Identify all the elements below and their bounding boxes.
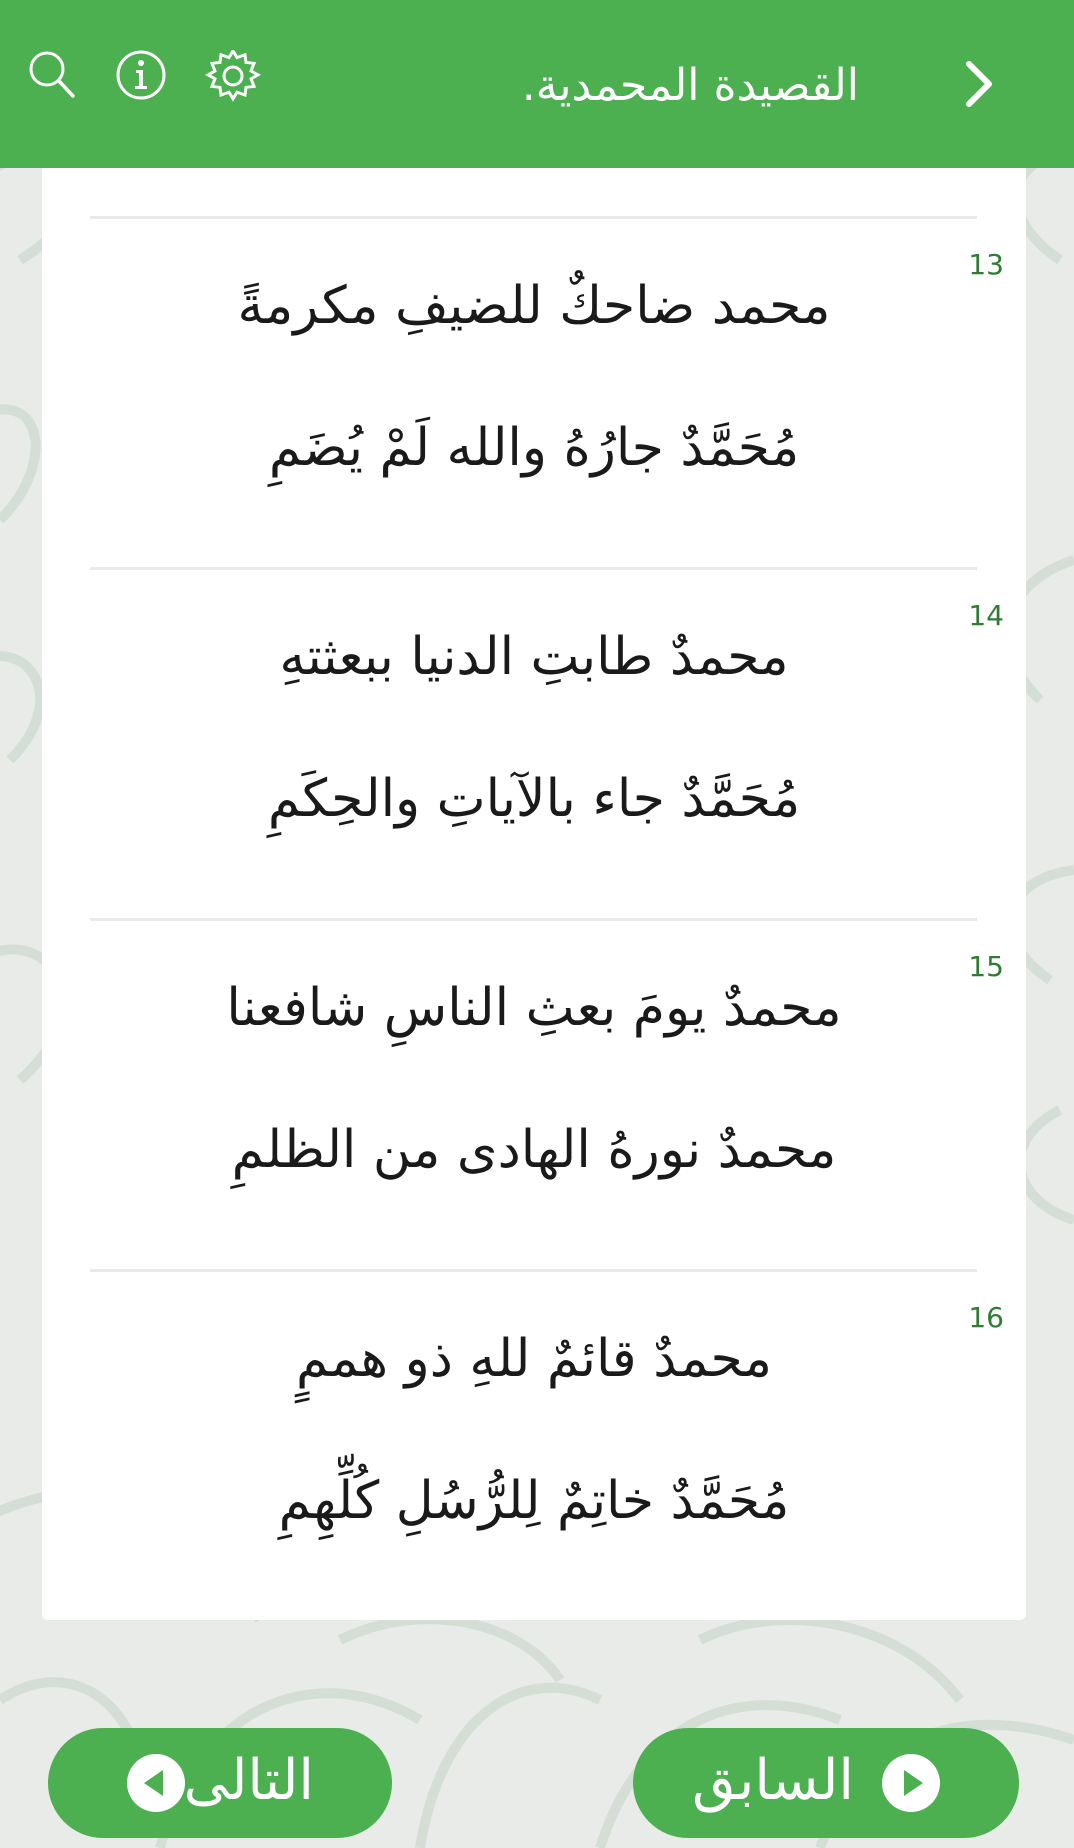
verse-line-first: محمدٌ قائمٌ للهِ ذو هممٍ	[296, 1329, 772, 1389]
verse-line-second: مُحَمَّدٌ جاء بالآياتِ والحِكَمِ	[267, 769, 801, 829]
app-header	[0, 0, 1074, 168]
page-title: القصيدة المحمدية.	[521, 60, 859, 111]
verse-divider	[90, 567, 977, 570]
verse-number: 15	[968, 950, 1004, 983]
verse-divider	[90, 216, 977, 219]
next-button[interactable]	[48, 1728, 392, 1838]
verses-card	[42, 168, 1026, 1620]
verse-divider	[90, 918, 977, 921]
gear-icon[interactable]	[205, 50, 261, 102]
verse-line-second: مُحَمَّدٌ جارُهُ والله لَمْ يُضَمِ	[268, 418, 800, 478]
verse-line-first: محمد ضاحكٌ للضيفِ مكرمةً	[237, 276, 831, 336]
verse-number: 13	[968, 248, 1004, 281]
previous-button-label: السابق	[692, 1748, 854, 1813]
verse-line-second: مُحَمَّدٌ خاتِمٌ لِلرُّسُلِ كُلِّهِمِ	[278, 1471, 790, 1531]
verse-line-first: محمدٌ طابتِ الدنيا ببعثتهِ	[279, 627, 789, 687]
play-left-icon	[126, 1753, 186, 1813]
info-icon[interactable]	[114, 48, 168, 102]
search-icon[interactable]	[26, 48, 78, 102]
chevron-right-icon[interactable]	[955, 50, 1005, 118]
verse-line-first: محمدٌ يومَ بعثِ الناسِ شافعنا	[226, 978, 842, 1038]
verse-number: 14	[968, 599, 1004, 632]
play-right-icon	[881, 1753, 941, 1813]
next-button-label: التالى	[183, 1748, 314, 1813]
previous-button[interactable]	[633, 1728, 1019, 1838]
verse-divider	[90, 1269, 977, 1272]
verse-line-second: محمدٌ نورهُ الهادى من الظلمِ	[231, 1120, 837, 1180]
verse-number: 16	[968, 1301, 1004, 1334]
